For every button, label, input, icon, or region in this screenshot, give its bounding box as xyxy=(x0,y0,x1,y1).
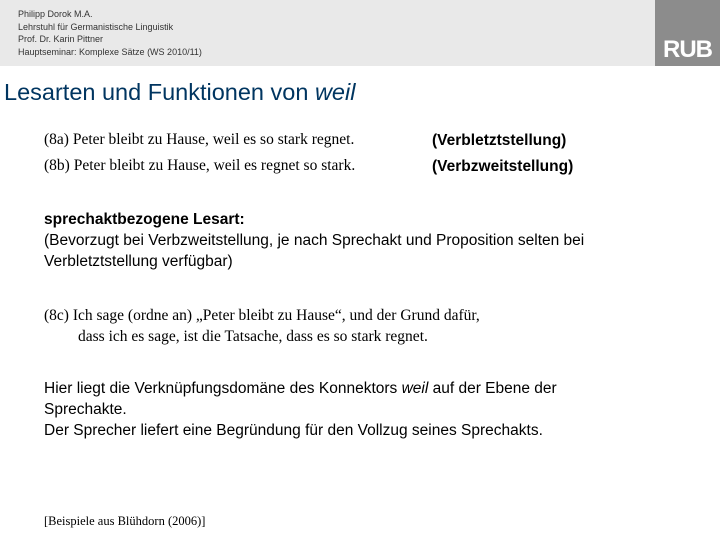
slide-title-emphasis: weil xyxy=(314,79,356,105)
conclusion-line-2: Sprechakte. xyxy=(44,401,127,418)
conclusion-line-1 xyxy=(44,378,557,399)
conclusion-line-3: Der Sprecher liefert eine Begründung für den Vollzug seines Sprechakts. xyxy=(44,422,543,439)
conclusion-emphasis: weil xyxy=(401,380,429,397)
slide-title xyxy=(4,79,355,106)
example-8c xyxy=(44,305,480,347)
source-citation: [Beispiele aus Blühdorn (2006)] xyxy=(44,514,206,528)
rub-logo-text: RUB xyxy=(663,36,712,63)
header-chair: Lehrstuhl für Germanistische Linguistik xyxy=(18,21,174,32)
example-8a: (8a) Peter bleibt zu Hause, weil es so stark regnet. xyxy=(44,131,355,148)
conclusion-text: Hier liegt die Verknüpfungsdomäne des Konnektors xyxy=(44,380,402,397)
reading-line: (Bevorzugt bei Verbzweitstellung, je nach Sprechakt und Proposition selten bei xyxy=(44,232,585,249)
example-8b-annotation: (Verbzweitstellung) xyxy=(432,158,574,175)
rub-logo xyxy=(655,0,720,66)
reading-line: Verbletztstellung verfügbar) xyxy=(44,253,233,270)
header-info xyxy=(18,8,202,58)
slide-title-text: Lesarten und Funktionen von xyxy=(4,79,315,105)
conclusion-block xyxy=(44,378,557,441)
header-author: Philipp Dorok M.A. xyxy=(18,9,93,19)
header-bar xyxy=(0,0,720,66)
conclusion-text: auf der Ebene der xyxy=(428,380,557,397)
header-seminar: Hauptseminar: Komplexe Sätze (WS 2010/11) xyxy=(18,46,202,57)
example-8c-line: (8c) Ich sage (ordne an) „Peter bleibt zu Hause“, und der Grund dafür, xyxy=(44,307,480,324)
example-8b: (8b) Peter bleibt zu Hause, weil es regnet so stark. xyxy=(44,157,356,174)
example-8c-line: dass ich es sage, ist die Tatsache, dass es so stark regnet. xyxy=(78,328,428,345)
reading-block xyxy=(44,209,584,272)
header-professor: Prof. Dr. Karin Pittner xyxy=(18,34,104,44)
reading-heading: sprechaktbezogene Lesart: xyxy=(44,211,245,228)
example-8a-annotation: (Verbletztstellung) xyxy=(432,132,567,149)
